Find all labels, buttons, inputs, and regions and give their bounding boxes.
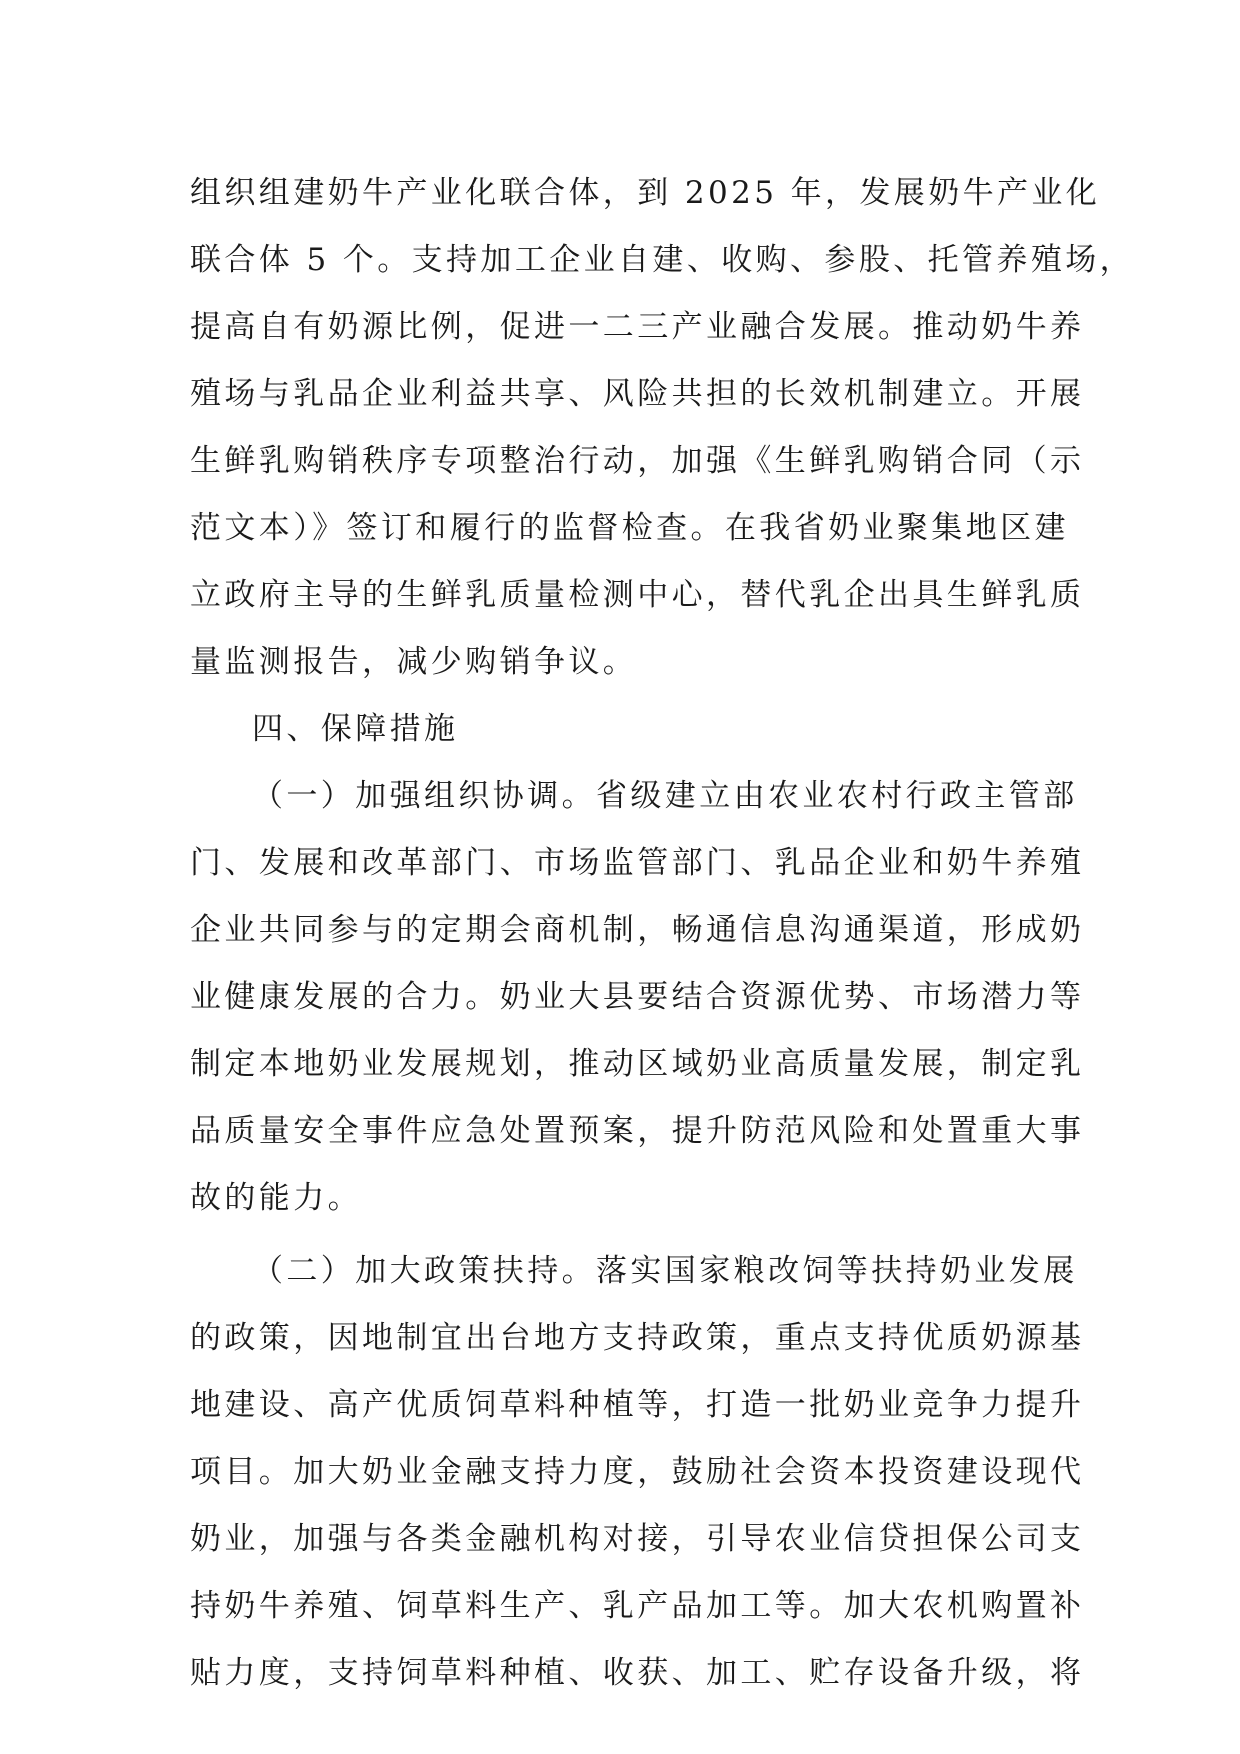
text-line: 立政府主导的生鲜乳质量检测中心，替代乳企出具生鲜乳质: [190, 577, 1085, 613]
text-line: 组织组建奶牛产业化联合体，到 2025 年，发展奶牛产业化: [190, 175, 1101, 211]
section-heading-safeguards: 四、保障措施: [252, 711, 459, 747]
text-line: 的政策，因地制宜出台地方支持政策，重点支持优质奶源基: [190, 1320, 1085, 1356]
text-line: 范文本）》签订和履行的监督检查。在我省奶业聚集地区建: [190, 510, 1069, 546]
text-line: 提高自有奶源比例，促进一二三产业融合发展。推动奶牛养: [190, 309, 1085, 345]
paragraph-policy-support: [190, 1238, 1085, 1707]
text-line: 殖场与乳品企业利益共享、风险共担的长效机制建立。开展: [190, 376, 1085, 412]
text-line: 企业共同参与的定期会商机制，畅通信息沟通渠道，形成奶: [190, 912, 1085, 948]
text-line: 持奶牛养殖、饲草料生产、乳产品加工等。加大农机购置补: [190, 1588, 1085, 1624]
text-line: 生鲜乳购销秩序专项整治行动，加强《生鲜乳购销合同（示: [190, 443, 1085, 479]
text-line: 品质量安全事件应急处置预案，提升防范风险和处置重大事: [190, 1113, 1085, 1149]
text-line: 地建设、高产优质饲草料种植等，打造一批奶业竞争力提升: [190, 1387, 1085, 1423]
text-line: 门、发展和改革部门、市场监管部门、乳品企业和奶牛养殖: [190, 845, 1085, 881]
text-line: （一）加强组织协调。省级建立由农业农村行政主管部: [252, 778, 1078, 814]
text-line: 制定本地奶业发展规划，推动区域奶业高质量发展，制定乳: [190, 1046, 1085, 1082]
text-line: 项目。加大奶业金融支持力度，鼓励社会资本投资建设现代: [190, 1454, 1085, 1490]
text-line: 故的能力。: [190, 1180, 362, 1216]
text-line: 量监测报告，减少购销争议。: [190, 644, 638, 680]
paragraph-dairy-integration: [190, 160, 1135, 696]
text-line: （二）加大政策扶持。落实国家粮改饲等扶持奶业发展: [252, 1253, 1078, 1289]
paragraph-organization-coordination: [190, 763, 1085, 1232]
text-line: 奶业，加强与各类金融机构对接，引导农业信贷担保公司支: [190, 1521, 1085, 1557]
text-line: 联合体 5 个。支持加工企业自建、收购、参股、托管养殖场，: [190, 242, 1135, 278]
document-page: [190, 160, 1135, 1707]
text-line: 贴力度，支持饲草料种植、收获、加工、贮存设备升级，将: [190, 1655, 1085, 1691]
text-line: 业健康发展的合力。奶业大县要结合资源优势、市场潜力等: [190, 979, 1085, 1015]
